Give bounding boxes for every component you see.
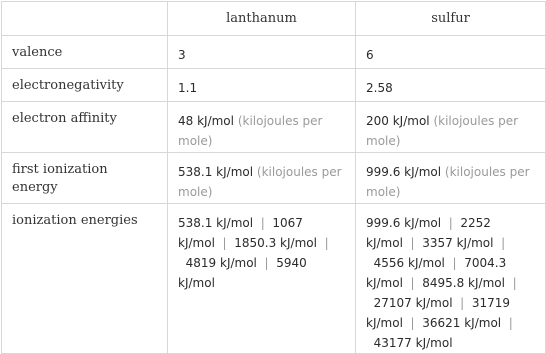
value-cell — [168, 69, 356, 102]
value-cell — [356, 153, 546, 204]
ionization-value: 538.1 kJ/mol — [178, 216, 254, 230]
row-label-first-ionization-energy: first ionization energy — [2, 153, 168, 204]
ionization-value: 8495.8 kJ/mol — [422, 276, 505, 290]
column-header-sulfur: sulfur — [356, 2, 546, 36]
value-cell — [356, 102, 546, 153]
separator: | — [448, 216, 453, 230]
separator: | — [260, 216, 265, 230]
separator: | — [410, 316, 415, 330]
row-label-ionization-energies: ionization energies — [2, 204, 168, 354]
row-label-electron-affinity: electron affinity — [2, 102, 168, 153]
row-label-electronegativity: electronegativity — [2, 69, 168, 102]
ionization-list-lanthanum — [168, 204, 356, 354]
ionization-value: 2252 kJ/mol — [366, 216, 491, 250]
separator: | — [410, 276, 415, 290]
value-text: 48 kJ/mol — [178, 114, 234, 128]
table-row — [2, 36, 546, 69]
ionization-value: 36621 kJ/mol — [422, 316, 502, 330]
ionization-list-sulfur — [356, 204, 546, 354]
value-text: 3 — [178, 48, 186, 62]
value-text: 6 — [366, 48, 374, 62]
value-cell — [356, 36, 546, 69]
table-row — [2, 69, 546, 102]
ionization-value: 4819 kJ/mol — [185, 256, 257, 270]
ionization-value: 4556 kJ/mol — [373, 256, 445, 270]
ionization-value: 3357 kJ/mol — [422, 236, 494, 250]
header-row — [2, 2, 546, 36]
unit-note: (kilojoules per mole) — [366, 165, 530, 199]
separator: | — [324, 236, 329, 250]
ionization-value: 5940 kJ/mol — [178, 256, 307, 290]
unit-note: (kilojoules per mole) — [366, 114, 519, 148]
ionization-value: 1850.3 kJ/mol — [234, 236, 317, 250]
value-cell — [168, 153, 356, 204]
value-cell — [168, 102, 356, 153]
ionization-value: 27107 kJ/mol — [373, 296, 453, 310]
table-row — [2, 204, 546, 354]
value-text: 200 kJ/mol — [366, 114, 430, 128]
row-label-valence: valence — [2, 36, 168, 69]
ionization-value: 31719 kJ/mol — [366, 296, 511, 330]
value-cell — [356, 69, 546, 102]
table-row — [2, 153, 546, 204]
ionization-value: 7004.3 kJ/mol — [366, 256, 507, 290]
separator: | — [264, 256, 269, 270]
value-text: 1.1 — [178, 81, 198, 95]
value-text: 999.6 kJ/mol — [366, 165, 442, 179]
ionization-value: 999.6 kJ/mol — [366, 216, 442, 230]
corner-cell — [2, 2, 168, 36]
separator: | — [410, 236, 415, 250]
column-header-lanthanum: lanthanum — [168, 2, 356, 36]
separator: | — [452, 256, 457, 270]
value-text: 2.58 — [366, 81, 393, 95]
separator: | — [501, 236, 506, 250]
separator: | — [460, 296, 465, 310]
unit-note: (kilojoules per mole) — [178, 165, 342, 199]
comparison-table — [1, 1, 546, 354]
value-text: 538.1 kJ/mol — [178, 165, 254, 179]
value-cell — [168, 36, 356, 69]
separator: | — [512, 276, 517, 290]
separator: | — [222, 236, 227, 250]
separator: | — [508, 316, 513, 330]
table-row — [2, 102, 546, 153]
ionization-value: 43177 kJ/mol — [373, 336, 453, 350]
unit-note: (kilojoules per mole) — [178, 114, 323, 148]
ionization-value: 1067 kJ/mol — [178, 216, 303, 250]
